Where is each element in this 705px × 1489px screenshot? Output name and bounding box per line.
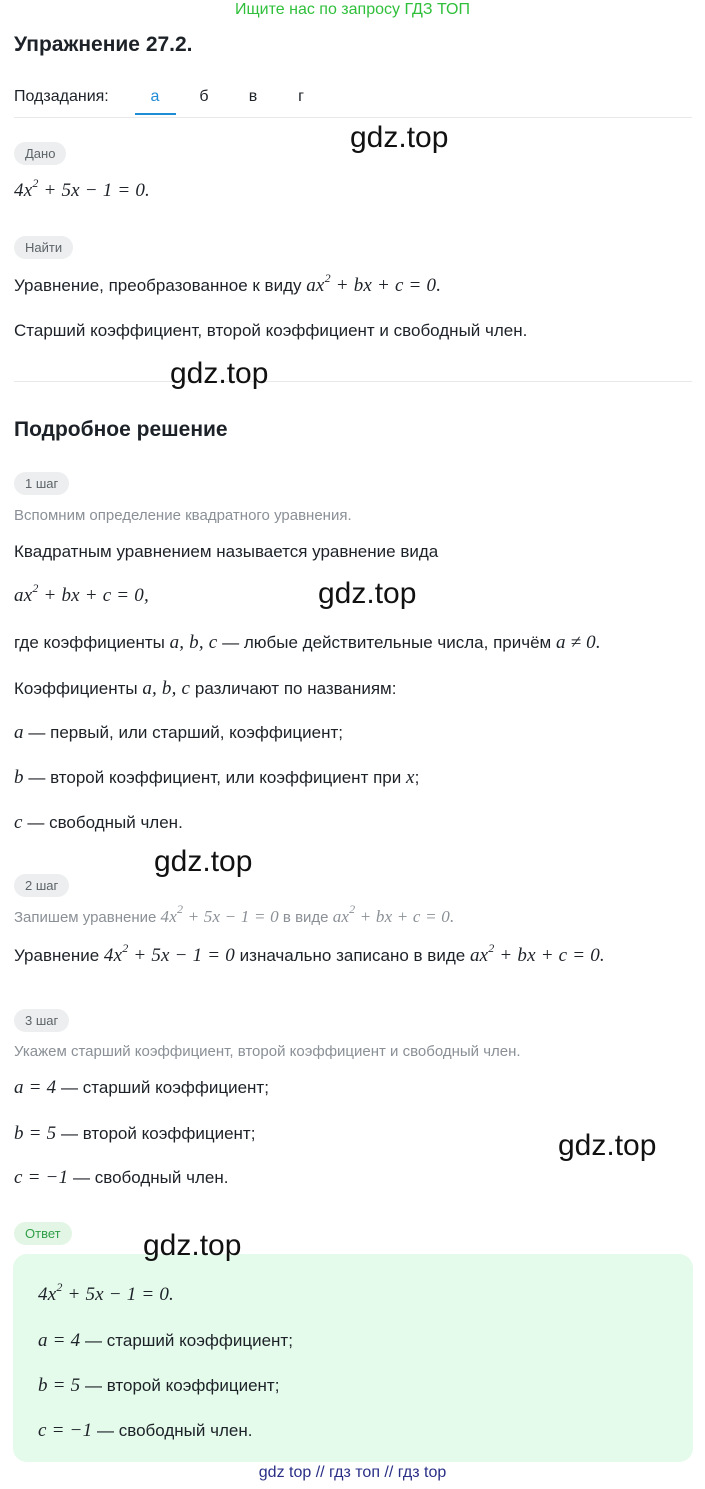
step1-a-line: a — первый, или старший, коэффициент; xyxy=(14,722,343,743)
watermark: gdz.top xyxy=(350,121,449,154)
given-equation: $4x^2 + 5x - 1 = 0$. xyxy=(14,175,150,201)
subtasks-label: Подзадания: xyxy=(14,88,109,105)
step2-line: Уравнение $4x^2 + 5x - 1 = 0$ изначально записано в виде $ax^2$ + bx + c = 0. xyxy=(14,940,605,966)
step2-chip: 2 шаг xyxy=(14,874,69,897)
tab-v[interactable]: в xyxy=(248,88,258,105)
footer: gdz top // гдз топ // гдз top xyxy=(258,1464,447,1481)
watermark: gdz.top xyxy=(318,577,417,610)
step3-chip: 3 шаг xyxy=(14,1009,69,1032)
step1-line-4: Коэффициенты a, b, c различают по названиям: xyxy=(14,678,397,699)
step3-b-line: b = 5 — второй коэффициент; xyxy=(14,1123,256,1144)
divider xyxy=(14,381,692,382)
solution-heading: Подробное решение xyxy=(14,418,228,441)
tab-b[interactable]: б xyxy=(199,88,209,105)
watermark: gdz.top xyxy=(170,357,269,390)
tab-g[interactable]: г xyxy=(298,88,304,105)
find-line-2: Старший коэффициент, второй коэффициент и свободный член. xyxy=(14,321,528,340)
step1-line-1: Квадратным уравнением называется уравнение вида xyxy=(14,542,439,561)
active-tab-indicator xyxy=(135,113,176,115)
find-chip: Найти xyxy=(14,236,73,259)
step2-hint: Запишем уравнение $4x^2 + 5x - 1 = 0$ в виде $ax^2$ + bx + c = 0. xyxy=(14,902,455,926)
step1-line-3: где коэффициенты a, b, c — любые действительные числа, причём a ≠ 0. xyxy=(14,632,601,653)
step1-chip: 1 шаг xyxy=(14,472,69,495)
answer-chip: Ответ xyxy=(14,1222,72,1245)
step3-c-line: c = −1 — свободный член. xyxy=(14,1167,229,1188)
step3-hint: Укажем старший коэффициент, второй коэффициент и свободный член. xyxy=(14,1043,521,1060)
step1-equation: $ax^2$ + bx + c = 0, xyxy=(14,580,149,606)
search-banner: Ищите нас по запросу ГДЗ ТОП xyxy=(235,1,470,18)
step1-hint: Вспомним определение квадратного уравнения. xyxy=(14,507,352,524)
answer-equation: $4x^2 + 5x - 1 = 0$. xyxy=(38,1279,174,1305)
given-chip: Дано xyxy=(14,142,66,165)
step1-c-line: c — свободный член. xyxy=(14,812,183,833)
find-line-1: Уравнение, преобразованное к виду $ax^2$ + bx + c = 0. xyxy=(14,270,442,296)
step3-a-line: a = 4 — старший коэффициент; xyxy=(14,1077,269,1098)
tab-a[interactable]: а xyxy=(150,88,160,105)
answer-b-line: b = 5 — второй коэффициент; xyxy=(38,1375,280,1396)
watermark: gdz.top xyxy=(154,845,253,878)
page-title: Упражнение 27.2. xyxy=(14,33,193,56)
step1-b-line: b — второй коэффициент, или коэффициент при x; xyxy=(14,767,420,788)
divider xyxy=(14,117,692,118)
watermark: gdz.top xyxy=(143,1229,242,1262)
answer-c-line: c = −1 — свободный член. xyxy=(38,1420,253,1441)
answer-a-line: a = 4 — старший коэффициент; xyxy=(38,1330,293,1351)
watermark: gdz.top xyxy=(558,1129,657,1162)
